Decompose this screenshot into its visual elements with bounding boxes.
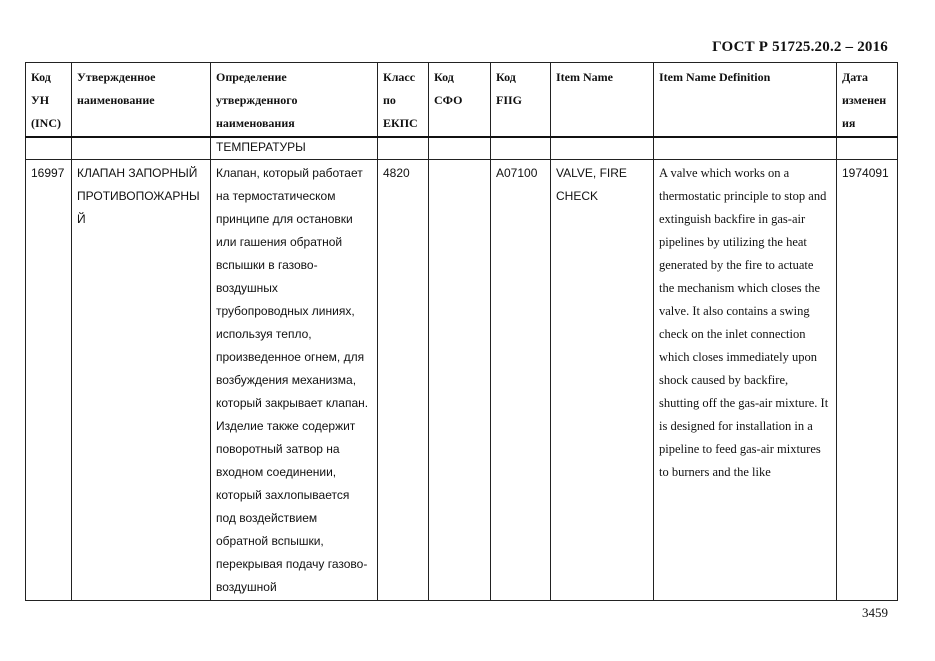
cell-change-date: 1974091 — [837, 160, 898, 601]
column-header-class: Класс по ЕКПС — [378, 63, 429, 138]
page-number: 3459 — [862, 605, 888, 620]
catalog-table — [25, 62, 898, 601]
column-header-fiig: Код FIIG — [491, 63, 551, 138]
cell-approved-name: КЛАПАН ЗАПОРНЫЙ ПРОТИВОПОЖАРНЫЙ — [72, 160, 211, 601]
continuation-row — [26, 137, 898, 160]
cell-sfo — [429, 160, 491, 601]
cell-definition: Клапан, который работает на термостатическом принципе для остановки или гашения обратной вспышки в газово-воздушных трубопроводных линиях, используя тепло, произведенное огнем, для возбуждения механизма, который закрывает клапан. Изделие также содержит поворотный затвор на входном соединении, который захлопывается под воздействием обратной вспышки, перекрывая подачу газово-воздушной — [211, 160, 378, 601]
cell-item-name: VALVE, FIRE CHECK — [551, 160, 654, 601]
cell-item-name-definition: A valve which works on a thermostatic principle to stop and extinguish backfire in gas-air pipelines by utilizing the heat generated by the fire to actuate the mechanism which closes the valve. It also contains a swing check on the inlet connection which closes immediately upon shock caused by backfire, shutting off the gas-air mixture. It is designed for installation in a pipeline to feed gas-air mixtures to burners and the like — [654, 160, 837, 601]
column-header-change-date: Дата изменен ия — [837, 63, 898, 138]
column-header-definition: Определение утвержденного наименования — [211, 63, 378, 138]
table-header-row — [26, 63, 898, 138]
column-header-approved-name: Утвержденное наименование — [72, 63, 211, 138]
column-header-inc: Код УН (INC) — [26, 63, 72, 138]
column-header-sfo: Код СФО — [429, 63, 491, 138]
cell-class: 4820 — [378, 160, 429, 601]
table-row — [26, 160, 898, 601]
continuation-definition-text: ТЕМПЕРАТУРЫ — [211, 137, 378, 160]
cell-fiig: A07100 — [491, 160, 551, 601]
document-standard-number: ГОСТ Р 51725.20.2 – 2016 — [712, 39, 888, 55]
cell-inc: 16997 — [26, 160, 72, 601]
column-header-item-name-definition: Item Name Definition — [654, 63, 837, 138]
column-header-item-name: Item Name — [551, 63, 654, 138]
